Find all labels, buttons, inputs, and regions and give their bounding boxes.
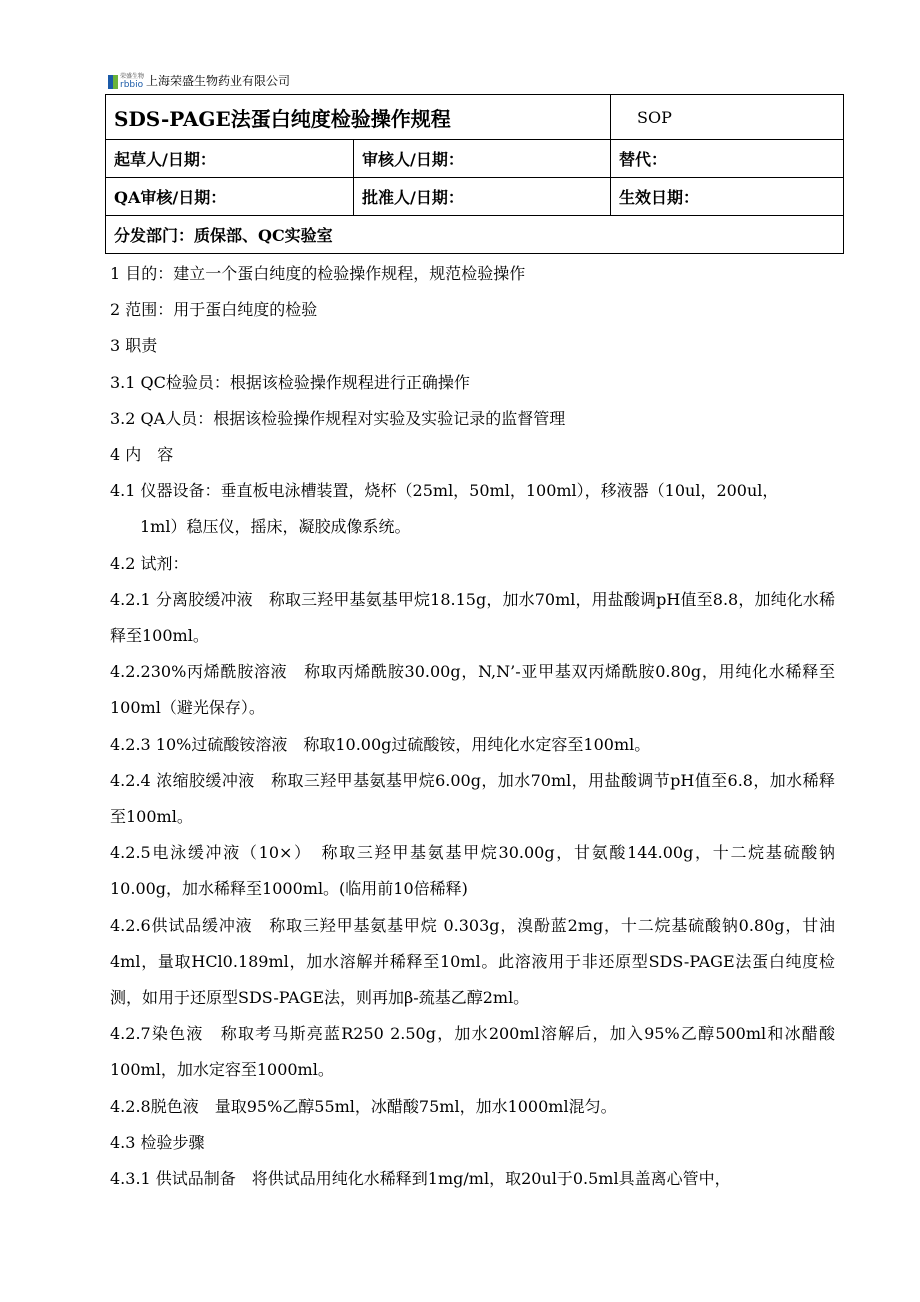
approver-field: 批准人/日期：	[354, 178, 611, 216]
logo-word: rbbio	[120, 80, 144, 90]
paragraph: 4.1 仪器设备：垂直板电泳槽装置，烧杯（25ml，50ml，100ml），移液器（10ul，200ul，	[110, 481, 779, 501]
distribution-field: 分发部门：质保部、QC实验室	[106, 216, 844, 254]
paragraph: 4.2.1 分离胶缓冲液 称取三羟甲基氨基甲烷18.15g，加水70ml，用盐酸调pH值至8.8，加纯化水稀释至100ml。	[110, 589, 835, 646]
reviewer-field: 审核人/日期：	[354, 140, 611, 178]
paragraph: 4.2.7染色液 称取考马斯亮蓝R250 2.50g，加水200ml溶解后，加入95%乙醇500ml和冰醋酸100ml，加水定容至1000ml。	[110, 1024, 835, 1080]
paragraph: 1 目的：建立一个蛋白纯度的检验操作规程，规范检验操作	[110, 264, 526, 283]
sop-header-table	[105, 94, 844, 254]
paragraph: 3.2 QA人员：根据该检验操作规程对实验及实验记录的监督管理	[110, 408, 566, 428]
paragraph: 4.2.4 浓缩胶缓冲液 称取三羟甲基氨基甲烷6.00g，加水70ml，用盐酸调节pH值至6.8，加水稀释至100ml。	[110, 770, 835, 827]
logo-text	[120, 73, 144, 89]
paragraph: 4.2.5电泳缓冲液（10×） 称取三羟甲基氨基甲烷30.00g，甘氨酸144.00g，十二烷基硫酸钠10.00g，加水稀释至1000ml。(临用前10倍稀释)	[110, 843, 835, 899]
paragraph: 4.3 检验步骤	[110, 1132, 205, 1152]
doc-title: SDS-PAGE法蛋白纯度检验操作规程	[106, 95, 611, 140]
paragraph: 4.2.8脱色液 量取95%乙醇55ml，冰醋酸75ml，加水1000ml混匀。	[110, 1096, 617, 1116]
doc-type: SOP	[611, 95, 844, 140]
page-header	[108, 72, 290, 89]
effective-date-field: 生效日期：	[611, 178, 844, 216]
paragraph: 3 职责	[110, 336, 158, 356]
logo-sub: 荣盛生物	[120, 73, 145, 80]
paragraph: 2 范围：用于蛋白纯度的检验	[110, 300, 318, 320]
replaces-field: 替代：	[611, 140, 844, 178]
paragraph: 4.2.6供试品缓冲液 称取三羟甲基氨基甲烷 0.303g，溴酚蓝2mg，十二烷基硫酸钠0.80g，甘油4ml，量取HCl0.189ml，加水溶解并稀释至10ml。此溶液用于非还原型SDS-PAGE法蛋白纯度检测，如用于还原型SDS-PAGE法，则再加β-巯基乙醇2ml。	[110, 915, 835, 1008]
drafter-field: 起草人/日期：	[106, 140, 354, 178]
paragraph: 4.3.1 供试品制备 将供试品用纯化水稀释到1mg/ml，取20ul于0.5ml具盖离心管中，	[110, 1169, 731, 1189]
company-logo	[108, 73, 144, 89]
paragraph: 4.2 试剂：	[110, 553, 189, 573]
paragraph: 1ml）稳压仪，摇床，凝胶成像系统。	[140, 517, 411, 537]
paragraph: 3.1 QC检验员：根据该检验操作规程进行正确操作	[110, 372, 470, 392]
company-name: 上海荣盛生物药业有限公司	[146, 74, 291, 88]
document-body	[110, 256, 835, 1197]
qa-review-field: QA审核/日期：	[106, 178, 354, 216]
paragraph: 4.2.3 10%过硫酸铵溶液 称取10.00g过硫酸铵，用纯化水定容至100ml。	[110, 734, 651, 754]
paragraph: 4 内 容	[110, 445, 174, 465]
paragraph: 4.2.230%丙烯酰胺溶液 称取丙烯酰胺30.00g，N,N’-亚甲基双丙烯酰胺0.80g，用纯化水稀释至100ml（避光保存）。	[110, 662, 835, 718]
logo-mark-icon	[108, 75, 118, 89]
